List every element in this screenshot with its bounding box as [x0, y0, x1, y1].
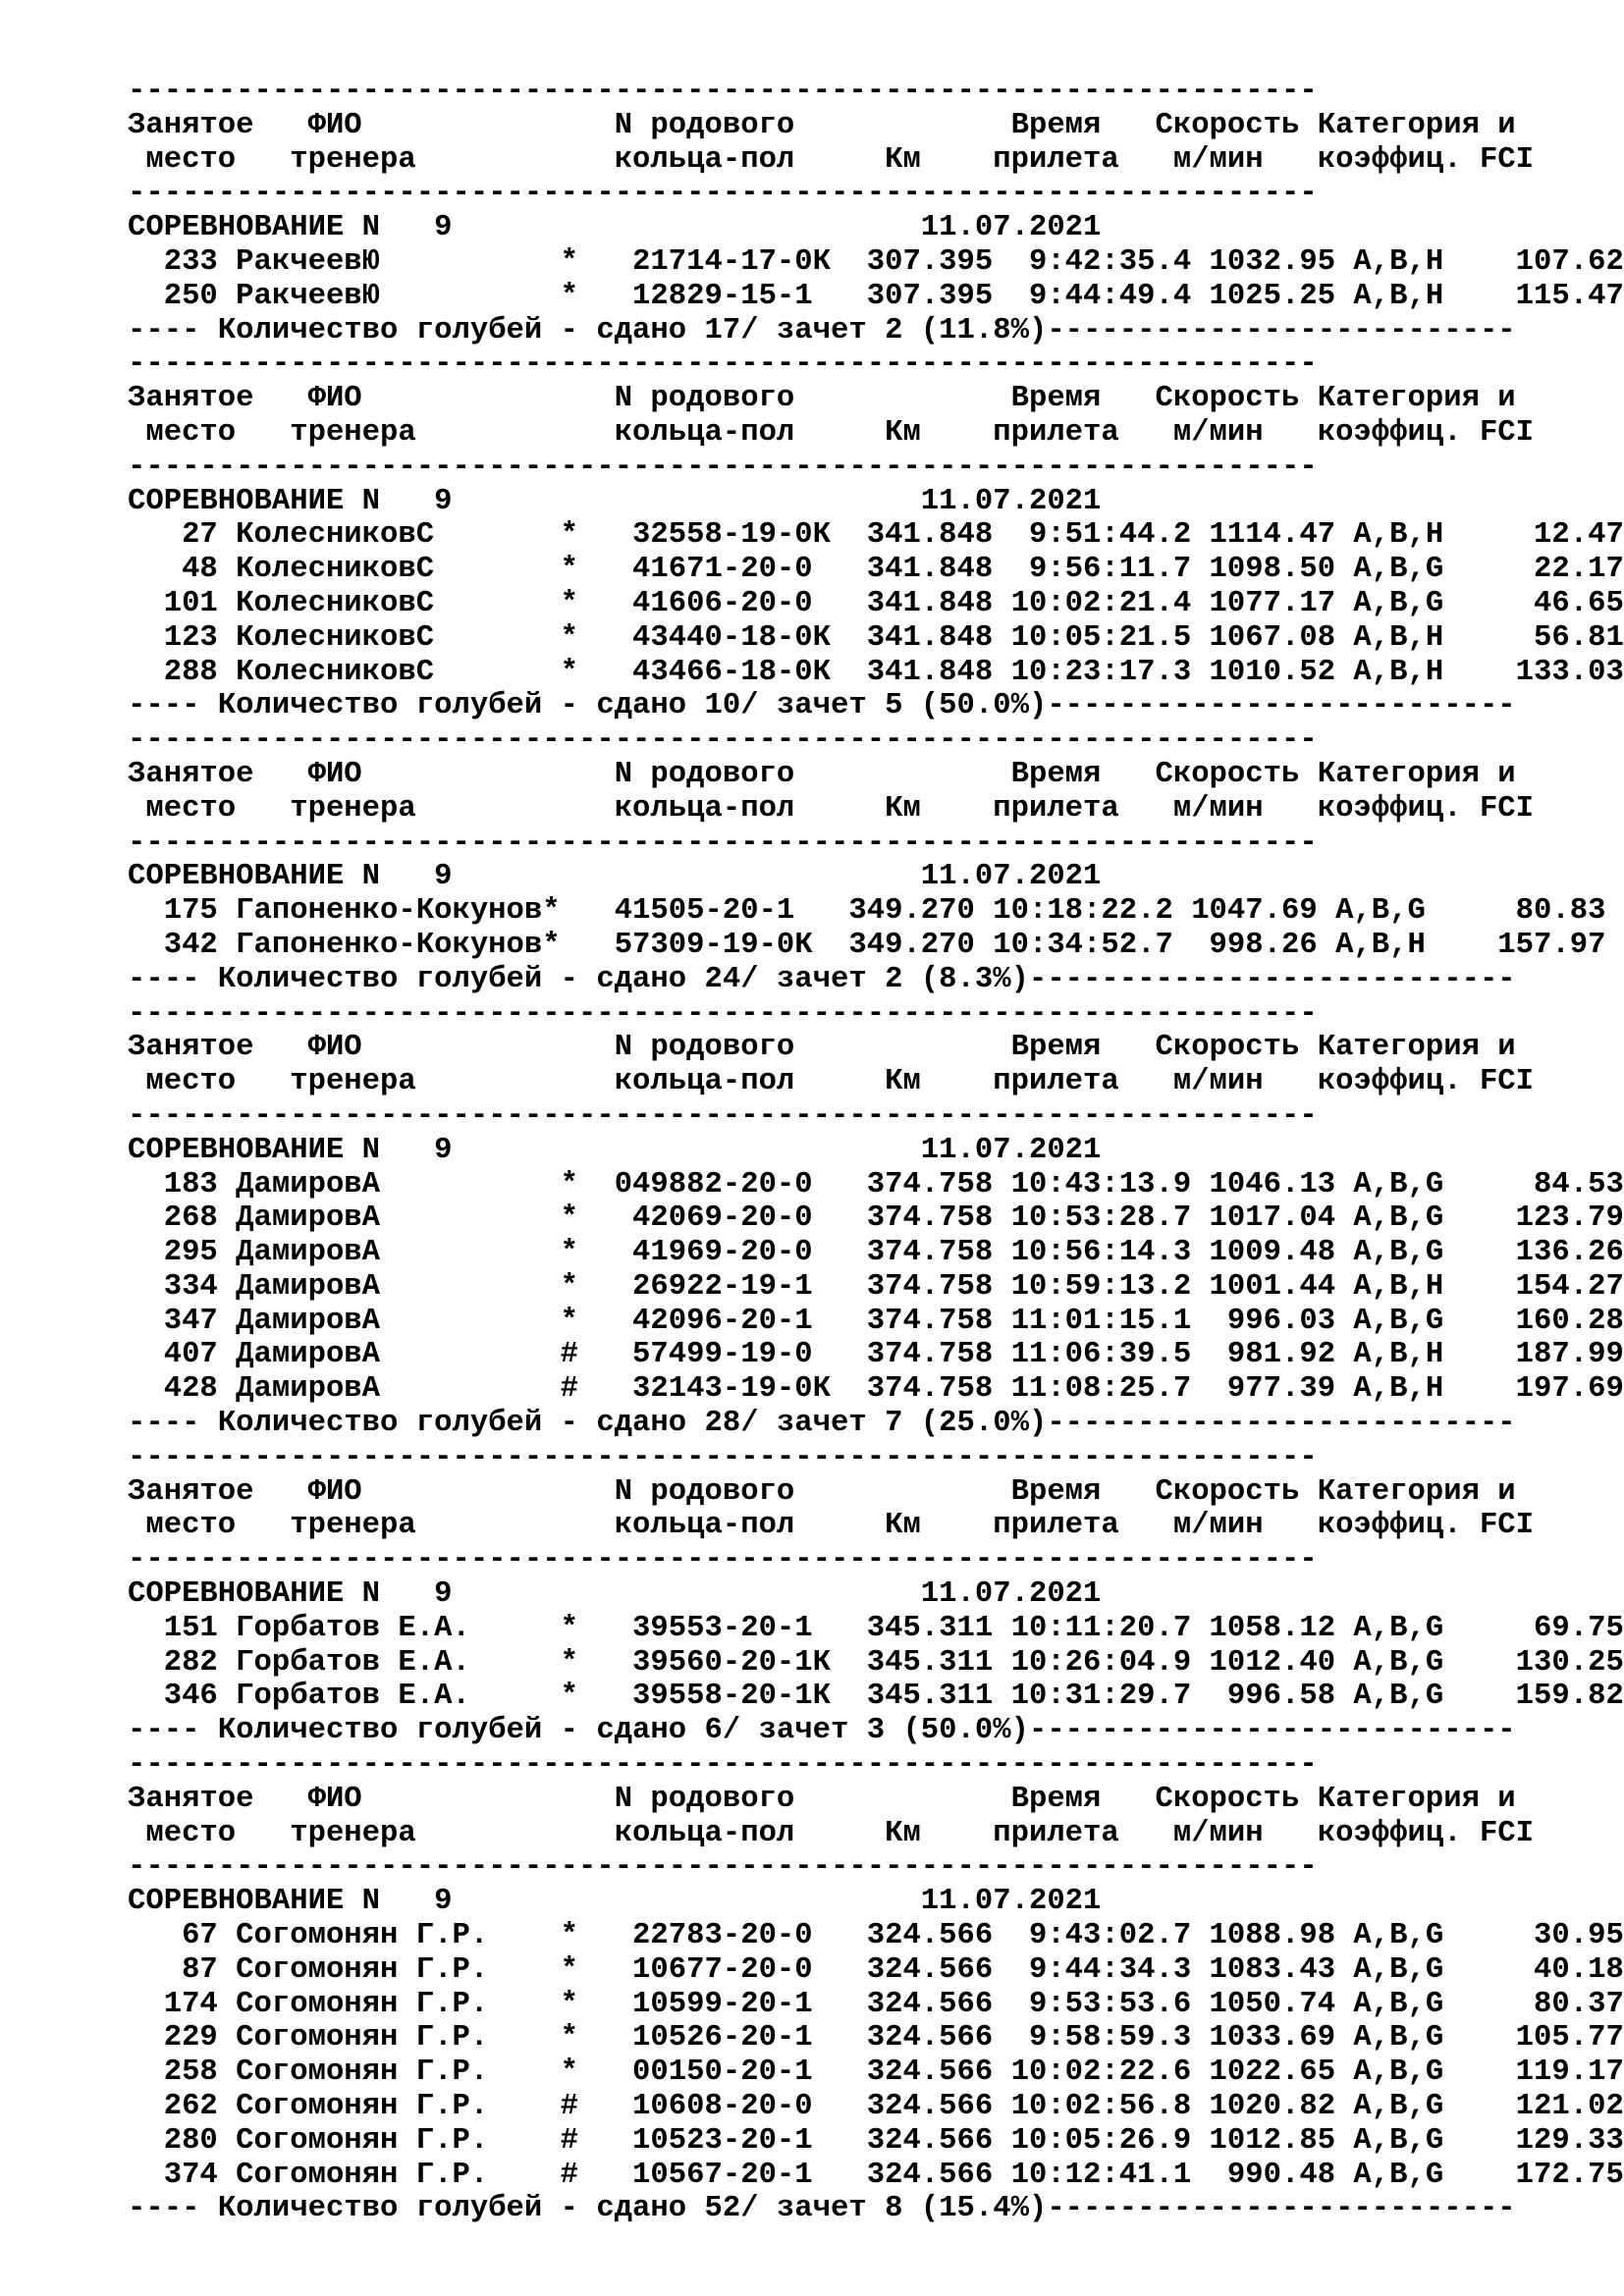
separator-line: ------------------------------------------------------------------ — [128, 723, 1318, 758]
table-row: 288 КолесниковС * 43466-18-0К 341.848 10:23:17.3 1010.52 A,B,H 133.03 — [128, 655, 1624, 689]
results-printout — [128, 75, 1624, 2226]
summary-line: ---- Количество голубей - сдано 24/ зачет 2 (8.3%)--------------------------- — [128, 962, 1516, 996]
column-header: место тренера кольца-пол Км прилета м/мин коэффиц. FCI — [128, 142, 1535, 177]
table-row: 295 ДамировА * 41969-20-0 374.758 10:56:14.3 1009.48 A,B,G 136.26 — [128, 1236, 1624, 1270]
table-row: 282 Горбатов Е.А. * 39560-20-1К 345.311 10:26:04.9 1012.40 A,B,G 130.25 — [128, 1645, 1624, 1680]
table-row: 342 Гапоненко-Кокунов* 57309-19-0К 349.270 10:34:52.7 998.26 A,B,H 157.97 — [128, 928, 1606, 962]
table-row: 407 ДамировА # 57499-19-0 374.758 11:06:39.5 981.92 A,B,H 187.99 — [128, 1338, 1624, 1372]
column-header: Занятое ФИО N родового Время Скорость Категория и — [128, 1782, 1516, 1816]
separator-line: ------------------------------------------------------------------ — [128, 177, 1318, 211]
competition-header: СОРЕВНОВАНИЕ N 9 11.07.2021 — [128, 1885, 1102, 1919]
table-row: 280 Согомонян Г.Р. # 10523-20-1 324.566 10:05:26.9 1012.85 A,B,G 129.33 — [128, 2123, 1624, 2158]
separator-line: ------------------------------------------------------------------ — [128, 347, 1318, 382]
table-row: 27 КолесниковС * 32558-19-0К 341.848 9:51:44.2 1114.47 A,B,H 12.47 — [128, 518, 1624, 553]
competition-header: СОРЕВНОВАНИЕ N 9 11.07.2021 — [128, 1577, 1102, 1612]
competition-header: СОРЕВНОВАНИЕ N 9 11.07.2021 — [128, 211, 1102, 245]
separator-line: ------------------------------------------------------------------ — [128, 1850, 1318, 1885]
table-row: 374 Согомонян Г.Р. # 10567-20-1 324.566 10:12:41.1 990.48 A,B,G 172.75 — [128, 2158, 1624, 2192]
separator-line: ------------------------------------------------------------------ — [128, 1440, 1318, 1474]
table-row: 229 Согомонян Г.Р. * 10526-20-1 324.566 9:58:59.3 1033.69 A,B,G 105.77 — [128, 2021, 1624, 2056]
summary-line: ---- Количество голубей - сдано 52/ зачет 8 (15.4%)-------------------------- — [128, 2192, 1516, 2226]
separator-line: ------------------------------------------------------------------ — [128, 75, 1318, 108]
table-row: 174 Согомонян Г.Р. * 10599-20-1 324.566 9:53:53.6 1050.74 A,B,G 80.37 — [128, 1987, 1624, 2021]
table-row: 262 Согомонян Г.Р. # 10608-20-0 324.566 10:02:56.8 1020.82 A,B,G 121.02 — [128, 2090, 1624, 2124]
table-row: 334 ДамировА * 26922-19-1 374.758 10:59:13.2 1001.44 A,B,H 154.27 — [128, 1269, 1624, 1304]
table-row: 48 КолесниковС * 41671-20-0 341.848 9:56:11.7 1098.50 A,B,G 22.17 — [128, 553, 1624, 587]
table-row: 347 ДамировА * 42096-20-1 374.758 11:01:15.1 996.03 A,B,G 160.28 — [128, 1304, 1624, 1338]
separator-line: ------------------------------------------------------------------ — [128, 826, 1318, 860]
column-header: место тренера кольца-пол Км прилета м/мин коэффиц. FCI — [128, 1065, 1535, 1099]
column-header: Занятое ФИО N родового Время Скорость Категория и — [128, 757, 1516, 791]
table-row: 123 КолесниковС * 43440-18-0К 341.848 10:05:21.5 1067.08 A,B,H 56.81 — [128, 620, 1624, 655]
column-header: Занятое ФИО N родового Время Скорость Категория и — [128, 1031, 1516, 1065]
table-row: 346 Горбатов Е.А. * 39558-20-1К 345.311 10:31:29.7 996.58 A,B,G 159.82 — [128, 1680, 1624, 1714]
separator-line: ------------------------------------------------------------------ — [128, 1748, 1318, 1783]
column-header: место тренера кольца-пол Км прилета м/мин коэффиц. FCI — [128, 791, 1535, 826]
table-row: 183 ДамировА * 049882-20-0 374.758 10:43:13.9 1046.13 A,B,G 84.53 — [128, 1167, 1624, 1201]
column-header: Занятое ФИО N родового Время Скорость Категория и — [128, 382, 1516, 416]
column-header: место тренера кольца-пол Км прилета м/мин коэффиц. FCI — [128, 1816, 1535, 1850]
table-row: 87 Согомонян Г.Р. * 10677-20-0 324.566 9:44:34.3 1083.43 A,B,G 40.18 — [128, 1952, 1624, 1987]
separator-line: ------------------------------------------------------------------ — [128, 1098, 1318, 1133]
separator-line: ------------------------------------------------------------------ — [128, 996, 1318, 1031]
table-row: 428 ДамировА # 32143-19-0К 374.758 11:08:25.7 977.39 A,B,H 197.69 — [128, 1372, 1624, 1407]
table-row: 250 РакчеевЮ * 12829-15-1 307.395 9:44:49.4 1025.25 A,B,H 115.47 — [128, 279, 1624, 313]
separator-line: ------------------------------------------------------------------ — [128, 1543, 1318, 1577]
competition-header: СОРЕВНОВАНИЕ N 9 11.07.2021 — [128, 1133, 1102, 1167]
summary-line: ---- Количество голубей - сдано 10/ зачет 5 (50.0%)-------------------------- — [128, 689, 1516, 723]
summary-line: ---- Количество голубей - сдано 6/ зачет 3 (50.0%)--------------------------- — [128, 1714, 1516, 1748]
table-row: 233 РакчеевЮ * 21714-17-0К 307.395 9:42:35.4 1032.95 A,B,H 107.62 — [128, 244, 1624, 279]
summary-line: ---- Количество голубей - сдано 28/ зачет 7 (25.0%)-------------------------- — [128, 1407, 1516, 1441]
competition-header: СОРЕВНОВАНИЕ N 9 11.07.2021 — [128, 860, 1102, 894]
column-header: Занятое ФИО N родового Время Скорость Категория и — [128, 1474, 1516, 1509]
table-row: 67 Согомонян Г.Р. * 22783-20-0 324.566 9:43:02.7 1088.98 A,B,G 30.95 — [128, 1919, 1624, 1953]
table-row: 151 Горбатов Е.А. * 39553-20-1 345.311 10:11:20.7 1058.12 A,B,G 69.75 — [128, 1611, 1624, 1645]
separator-line: ------------------------------------------------------------------ — [128, 450, 1318, 484]
column-header: место тренера кольца-пол Км прилета м/мин коэффиц. FCI — [128, 1509, 1535, 1543]
table-row: 101 КолесниковС * 41606-20-0 341.848 10:02:21.4 1077.17 A,B,G 46.65 — [128, 586, 1624, 620]
table-row: 175 Гапоненко-Кокунов* 41505-20-1 349.270 10:18:22.2 1047.69 A,B,G 80.83 — [128, 894, 1606, 929]
table-row: 268 ДамировА * 42069-20-0 374.758 10:53:28.7 1017.04 A,B,G 123.79 — [128, 1201, 1624, 1236]
competition-header: СОРЕВНОВАНИЕ N 9 11.07.2021 — [128, 484, 1102, 518]
table-row: 258 Согомонян Г.Р. * 00150-20-1 324.566 10:02:22.6 1022.65 A,B,G 119.17 — [128, 2056, 1624, 2090]
column-header: Занятое ФИО N родового Время Скорость Категория и — [128, 108, 1516, 142]
column-header: место тренера кольца-пол Км прилета м/мин коэффиц. FCI — [128, 415, 1535, 450]
summary-line: ---- Количество голубей - сдано 17/ зачет 2 (11.8%)-------------------------- — [128, 313, 1516, 347]
